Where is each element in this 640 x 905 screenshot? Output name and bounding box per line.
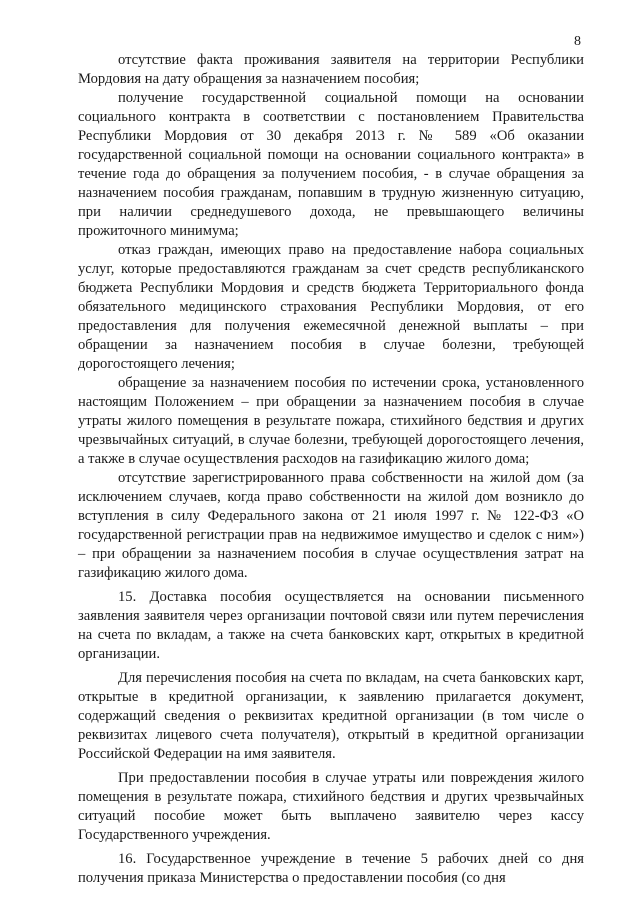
paragraph-cash-payment: При предоставлении пособия в случае утраты или повреждения жилого помещения в результате пожара, стихийного бедствия и других чрезвычайных ситуаций пособие может быть выплачено заявителю через кассу Государственного учреждения. [78,770,584,843]
paragraph-deadline-expiry: обращение за назначением пособия по истечении срока, установленного настоящим Положением – при обращении за назначением пособия в случае утраты жилого помещения в результате пожара, стихийного бедствия и других чрезвычайных ситуаций, в случае болезни, требующей дорогостоящего лечения, а также в случае осуществления расходов на газификацию жилого дома; [78,375,584,467]
paragraph-bank-transfer: Для перечисления пособия на счета по вкладам, на счета банковских карт, открытые в кредитной организации, к заявлению прилагается документ, содержащий сведения о реквизитах кредитной организации (в том числе о реквизитах лицевого счета получателя), открытый в кредитной организации Российской Федерации на имя заявителя. [78,670,584,762]
page-number: 8 [574,34,581,49]
paragraph-clause-16: 16. Государственное учреждение в течение 5 рабочих дней со дня получения приказа Министерства о предоставлении пособия (со дня [78,851,584,886]
paragraph-social-contract: получение государственной социальной помощи на основании социального контракта в соответствии с постановлением Правительства Республики Мордовия от 30 декабря 2013 г. № 589 «Об оказании государственной социальной помощи на основании социального контракта» в течение года до обращения за получением пособия, - в случае обращения за назначением пособия гражданам, попавшим в трудную жизненную ситуацию, при наличии среднедушевого дохода, не превышающего величины прожиточного минимума; [78,90,584,239]
paragraph-social-services-refusal: отказ граждан, имеющих право на предоставление набора социальных услуг, которые предоставляются гражданам за счет средств республиканского бюджета Республики Мордовия и средств бюджета Территориального фонда обязательного медицинского страхования Республики Мордовия, от его предоставления для получения ежемесячной денежной выплаты – при обращении за назначением пособия в случае болезни, требующей дорогостоящего лечения; [78,242,584,372]
paragraph-residence-absence: отсутствие факта проживания заявителя на территории Республики Мордовия на дату обращения за назначением пособия; [78,52,584,87]
document-body [78,51,584,888]
paragraph-ownership-absence: отсутствие зарегистрированного права собственности на жилой дом (за исключением случаев, когда право собственности на жилой дом возникло до вступления в силу Федерального закона от 21 июля 1997 г. № 122-ФЗ «О государственной регистрации прав на недвижимое имущество и сделок с ним») – при обращении за назначением пособия в случае осуществления затрат на газификацию жилого дома. [78,470,584,581]
paragraph-clause-15: 15. Доставка пособия осуществляется на основании письменного заявления заявителя через организации почтовой связи или путем перечисления на счета по вкладам, а также на счета банковских карт, открытых в кредитной организации. [78,589,584,662]
